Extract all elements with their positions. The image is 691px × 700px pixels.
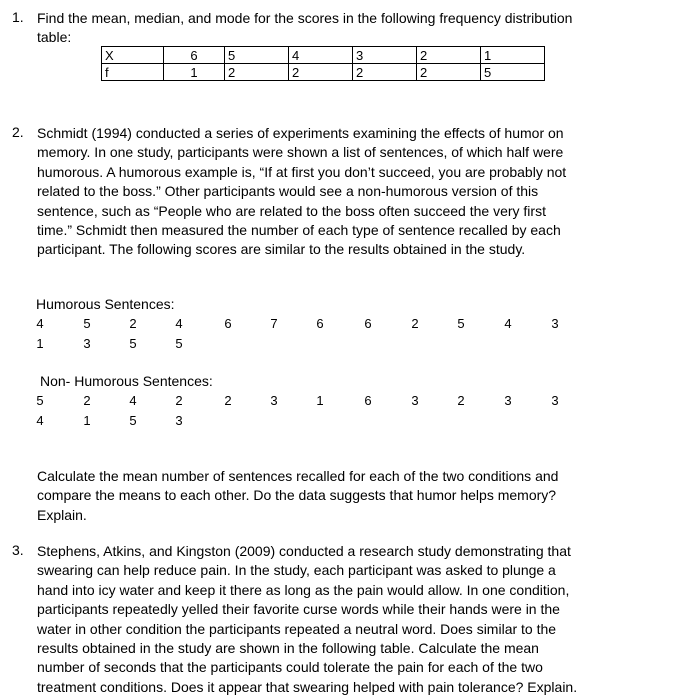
question-2-text-line: time.” Schmidt then measured the number of each type of sentence recalled by each bbox=[37, 222, 561, 239]
humorous-score: 5 bbox=[83, 316, 91, 331]
question-3-text-line: swearing can help reduce pain. In the study, each participant was asked to plunge a bbox=[37, 562, 556, 579]
nonhumorous-score: 2 bbox=[175, 393, 183, 408]
question-2 bbox=[12, 124, 682, 260]
question-2-followup-line: Explain. bbox=[37, 506, 87, 523]
nonhumorous-score: 4 bbox=[36, 413, 44, 428]
frequency-table-f-row bbox=[102, 64, 545, 81]
question-3-text-line: hand into icy water and keep it there as long as the pain would allow. In one condition, bbox=[37, 581, 570, 598]
humorous-score: 4 bbox=[36, 316, 44, 331]
question-2-followup-line: Calculate the mean number of sentences recalled for each of the two conditions and bbox=[37, 468, 559, 484]
question-3-text bbox=[37, 542, 682, 697]
question-1-number: 1. bbox=[12, 9, 24, 25]
x-value-cell: 4 bbox=[289, 47, 353, 64]
nonhumorous-score: 3 bbox=[270, 393, 278, 408]
nonhumorous-sentences-label: Non- Humorous Sentences: bbox=[40, 373, 213, 389]
nonhumorous-score: 1 bbox=[83, 413, 91, 428]
x-value-cell: 5 bbox=[225, 47, 289, 64]
f-value-cell: 2 bbox=[225, 64, 289, 81]
frequency-table bbox=[101, 46, 545, 81]
x-value-cell: 2 bbox=[417, 47, 481, 64]
question-2-text-line: humorous. A humorous example is, “If at first you don’t succeed, you are probably not bbox=[37, 163, 567, 180]
x-value-cell: 3 bbox=[353, 47, 417, 64]
x-header-cell: X bbox=[102, 47, 164, 64]
f-value-cell: 1 bbox=[164, 64, 225, 81]
humorous-score: 6 bbox=[364, 316, 372, 331]
f-value-cell: 2 bbox=[417, 64, 481, 81]
question-2-text-line: sentence, such as “People who are related to the boss often succeed the very first bbox=[37, 202, 546, 219]
humorous-score: 3 bbox=[83, 336, 91, 351]
f-value-cell: 2 bbox=[353, 64, 417, 81]
nonhumorous-score: 2 bbox=[83, 393, 91, 408]
question-2-followup-text bbox=[37, 467, 682, 525]
humorous-score: 1 bbox=[36, 336, 44, 351]
question-3-text-line: results obtained in the study are shown in the following table. Calculate the mean bbox=[37, 640, 539, 657]
question-3-text-line: treatment conditions. Does it appear that swearing helped with pain tolerance? Explain. bbox=[37, 678, 578, 695]
nonhumorous-score: 2 bbox=[224, 393, 232, 408]
question-2-followup-line: compare the means to each other. Do the data suggests that humor helps memory? bbox=[37, 487, 557, 504]
humorous-score: 2 bbox=[411, 316, 419, 331]
nonhumorous-score: 1 bbox=[316, 393, 324, 408]
question-3-text-line: Stephens, Atkins, and Kingston (2009) conducted a research study demonstrating that bbox=[37, 543, 571, 559]
humorous-score: 5 bbox=[175, 336, 183, 351]
nonhumorous-score: 4 bbox=[129, 393, 137, 408]
humorous-score: 4 bbox=[175, 316, 183, 331]
question-1-text-line: table: bbox=[37, 29, 72, 46]
f-value-cell: 2 bbox=[289, 64, 353, 81]
nonhumorous-score: 3 bbox=[551, 393, 559, 408]
question-1 bbox=[12, 9, 682, 48]
f-header-cell: f bbox=[102, 64, 164, 81]
humorous-score: 2 bbox=[129, 316, 137, 331]
humorous-score: 5 bbox=[129, 336, 137, 351]
humorous-score: 6 bbox=[316, 316, 324, 331]
nonhumorous-score: 6 bbox=[364, 393, 372, 408]
question-3-text-line: number of seconds that the participants could tolerate the pain for each of the two bbox=[37, 659, 543, 676]
question-3-text-line: participants repeatedly yelled their favorite curse words while their hands were in the bbox=[37, 601, 560, 618]
nonhumorous-score: 3 bbox=[411, 393, 419, 408]
frequency-table-x-row bbox=[102, 47, 545, 64]
nonhumorous-score: 3 bbox=[504, 393, 512, 408]
humorous-score: 7 bbox=[270, 316, 278, 331]
humorous-score: 4 bbox=[504, 316, 512, 331]
question-3-number: 3. bbox=[12, 542, 24, 558]
nonhumorous-score: 5 bbox=[129, 413, 137, 428]
question-3-text-line: water in other condition the participants repeated a neutral word. Does similar to the bbox=[37, 620, 557, 637]
question-2-text-line: Schmidt (1994) conducted a series of experiments examining the effects of humor on bbox=[37, 125, 564, 141]
humorous-sentences-label: Humorous Sentences: bbox=[36, 296, 175, 312]
x-value-cell: 1 bbox=[481, 47, 545, 64]
humorous-score: 6 bbox=[224, 316, 232, 331]
humorous-score: 3 bbox=[551, 316, 559, 331]
f-value-cell: 5 bbox=[481, 64, 545, 81]
question-2-text-line: participant. The following scores are similar to the results obtained in the study. bbox=[37, 241, 526, 258]
question-1-text-line: Find the mean, median, and mode for the scores in the following frequency distribution bbox=[37, 10, 573, 26]
question-2-followup bbox=[12, 467, 682, 525]
question-2-text-line: memory. In one study, participants were shown a list of sentences, of which half were bbox=[37, 144, 564, 161]
question-3 bbox=[12, 542, 682, 697]
nonhumorous-score: 3 bbox=[175, 413, 183, 428]
question-2-text bbox=[37, 124, 682, 260]
humorous-score: 5 bbox=[457, 316, 465, 331]
nonhumorous-score: 5 bbox=[36, 393, 44, 408]
question-2-number: 2. bbox=[12, 124, 24, 140]
x-value-cell: 6 bbox=[164, 47, 225, 64]
question-2-text-line: related to the boss.” Other participants would see a non-humorous version of this bbox=[37, 183, 539, 200]
nonhumorous-score: 2 bbox=[457, 393, 465, 408]
question-1-text bbox=[37, 9, 682, 48]
